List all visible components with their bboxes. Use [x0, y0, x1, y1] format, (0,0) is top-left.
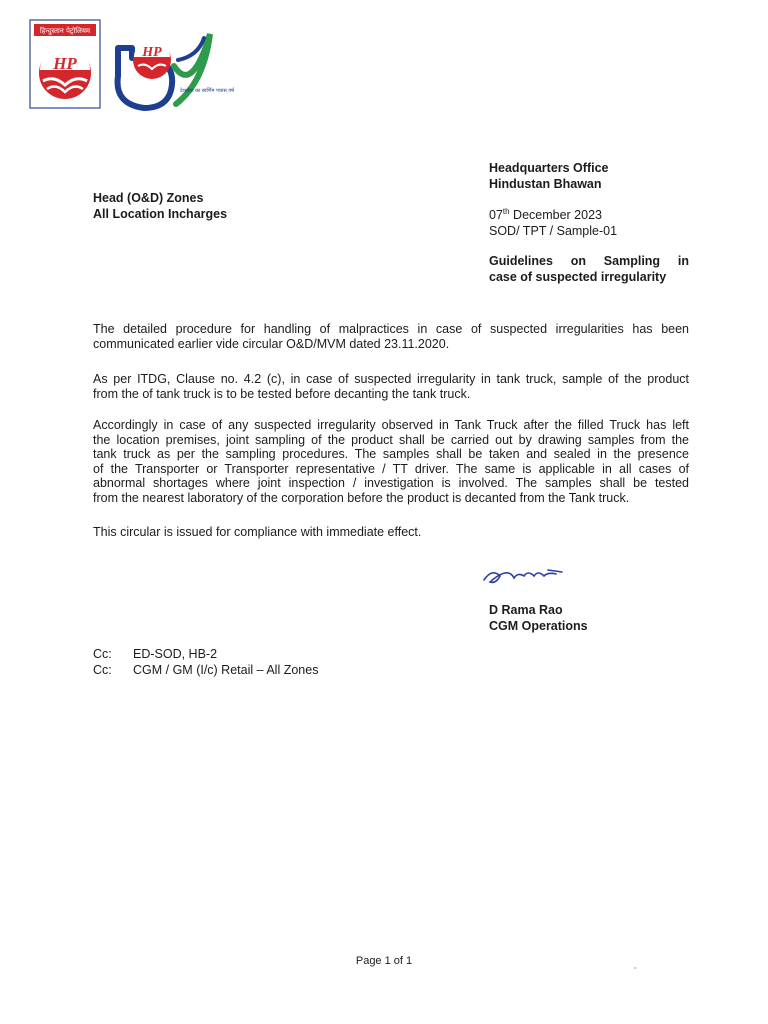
paragraph-4: This circular is issued for compliance with immediate effect.	[93, 525, 422, 539]
office-block	[489, 160, 608, 192]
paragraph-2: As per ITDG, Clause no. 4.2 (c), in case of suspected irregularity in tank truck, sample of the product from the of tank truck is to be tested before decanting the tank truck.	[93, 372, 689, 401]
letter-date: 07th December 2023	[489, 207, 602, 222]
office-line: Hindustan Bhawan	[489, 177, 602, 191]
date-reference-block	[489, 207, 617, 239]
cc-value: CGM / GM (I/c) Retail – All Zones	[133, 663, 319, 677]
cc-label: Cc:	[93, 663, 112, 677]
page-number: Page 1 of 1	[355, 955, 413, 967]
subject-line: Guidelines on Sampling in	[489, 254, 689, 268]
cc-value: ED-SOD, HB-2	[133, 647, 218, 661]
hp-logo	[29, 19, 101, 109]
cc-label: Cc:	[93, 647, 112, 661]
subject	[489, 253, 689, 285]
subject-line: case of suspected irregularity	[489, 270, 667, 284]
signatory-block	[489, 602, 588, 634]
reference-number: SOD/ TPT / Sample-01	[489, 224, 618, 238]
hp-mark: HP	[53, 54, 77, 73]
scan-speck	[634, 967, 636, 969]
cc-line	[93, 646, 217, 662]
signature	[478, 558, 568, 590]
paragraph-3: Accordingly in case of any suspected irregularity observed in Tank Truck after the filled Truck has left the location premises, joint sampling of the product shall be carried out by drawing samples from the tank truck as per the sampling procedures. The samples shall be taken and sealed in the presence of the Transporter or Transporter representative / TT driver. The same is applicable in all cases of abnormal shortages where joint inspection / investigation is involved. The samples shall be tested from the nearest laboratory of the corporation before the product is decanted from the Tank truck.	[93, 418, 689, 505]
paragraph-1: The detailed procedure for handling of malpractices in case of suspected irregularities has been communicated earlier vide circular O&D/MVM dated 23.11.2020.	[93, 322, 689, 351]
recipients-block	[93, 190, 227, 222]
recipient-line: Head (O&D) Zones	[93, 191, 204, 205]
anniversary-mark: HP	[142, 45, 162, 60]
signatory-name: D Rama Rao	[489, 603, 563, 617]
office-line: Headquarters Office	[489, 161, 609, 175]
signatory-title: CGM Operations	[489, 619, 588, 633]
hp-box-caption: हिन्दुस्तान पेट्रोलियम	[39, 27, 91, 35]
cc-line	[93, 662, 318, 678]
recipient-line: All Location Incharges	[93, 207, 228, 221]
anniversary-tagline: देशसेवा का स्वर्णिम पचास वर्ष	[180, 88, 234, 94]
hp-50-years-logo	[108, 20, 234, 112]
